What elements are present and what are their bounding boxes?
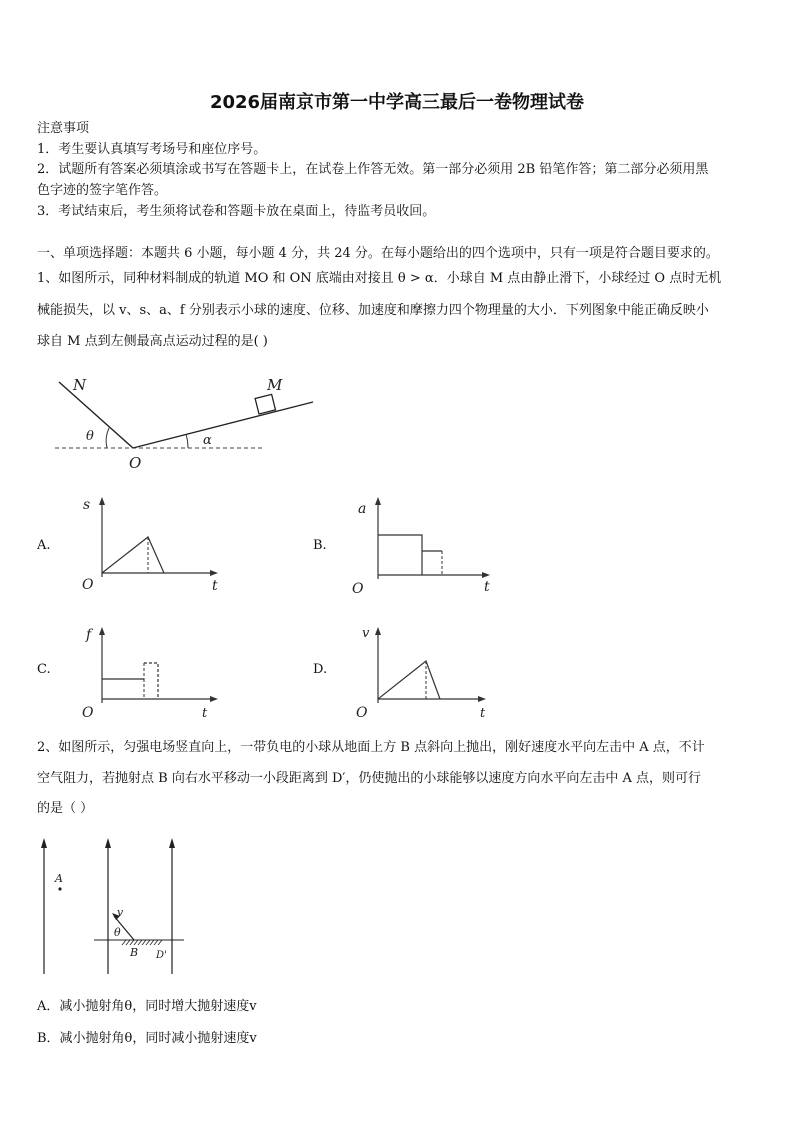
question-text: 空气阻力，若抛射点 B 向右水平移动一小段距离到 D′，仍使抛出的小球能够以速度方向水平向左击中 A 点，则可行: [37, 771, 701, 786]
axis-label-t: t: [484, 579, 490, 595]
notice-heading: 注意事项: [37, 121, 90, 136]
label-v: v: [117, 906, 124, 919]
question-text: 1、如图所示，同种材料制成的轨道 MO 和 ON 底端由对接且 θ > α．小球自 M 点由静止滑下，小球经过 O 点时无机: [37, 271, 722, 286]
label-theta: θ: [86, 429, 94, 444]
notice-item: 1．考生要认真填写考场号和座位序号。: [37, 142, 267, 157]
axis-origin: O: [356, 705, 368, 721]
notice-item: 3．考试结束后，考生须将试卷和答题卡放在桌面上，待监考员收回。: [37, 204, 436, 219]
label-m: M: [267, 376, 283, 394]
question-text: 球自 M 点到左侧最高点运动过程的是( ): [37, 334, 268, 349]
notice-item: 色字迹的签字笔作答。: [37, 183, 168, 198]
graph-a-t: [352, 495, 502, 595]
graph-s-t: [80, 495, 230, 595]
axis-label-a: a: [358, 501, 367, 517]
section-heading: 一、单项选择题：本题共 6 小题，每小题 4 分，共 24 分。在每小题给出的四个选项中，只有一项是符合题目要求的。: [37, 246, 719, 261]
label-a: A: [55, 872, 63, 885]
axis-origin: O: [352, 581, 364, 597]
option-a-label: A.: [37, 538, 51, 553]
graph-f-t: [80, 625, 230, 725]
question-text: 械能损失，以 v、s、a、f 分别表示小球的速度、位移、加速度和摩擦力四个物理量的大小．下列图象中能正确反映小: [37, 303, 709, 318]
question-text: 的是（ ）: [37, 801, 94, 816]
label-d: D': [156, 950, 167, 961]
notice-item: 2．试题所有答案必须填涂或书写在答题卡上，在试卷上作答无效。第一部分必须用 2B 铅笔作答；第二部分必须用黑: [37, 162, 709, 177]
label-n: N: [73, 376, 87, 394]
option-d-label: D.: [313, 662, 328, 677]
question-text: 2、如图所示，匀强电场竖直向上，一带负电的小球从地面上方 B 点斜向上抛出，刚好速度水平向左击中 A 点，不计: [37, 740, 705, 755]
label-o: O: [129, 454, 142, 472]
axis-label-t: t: [212, 578, 218, 594]
option-b-label: B.: [313, 538, 327, 553]
axis-label-f: f: [86, 627, 92, 643]
axis-label-t: t: [202, 706, 208, 721]
axis-label-v: v: [362, 626, 370, 641]
axis-label-s: s: [83, 497, 91, 513]
option-c-label: C.: [37, 662, 51, 677]
option-a: A．减小抛射角θ，同时增大抛射速度v: [37, 999, 257, 1014]
label-b: B: [130, 946, 139, 959]
axis-origin: O: [82, 705, 94, 721]
option-b: B．减小抛射角θ，同时减小抛射速度v: [37, 1031, 257, 1046]
label-theta: θ: [114, 926, 121, 939]
axis-label-t: t: [480, 706, 486, 721]
graph-v-t: [352, 625, 502, 725]
electric-field-figure: [36, 834, 196, 979]
axis-origin: O: [82, 577, 94, 593]
label-alpha: α: [203, 433, 212, 448]
page-title: 2026届南京市第一中学高三最后一卷物理试卷: [209, 92, 585, 113]
incline-figure: [45, 368, 325, 472]
